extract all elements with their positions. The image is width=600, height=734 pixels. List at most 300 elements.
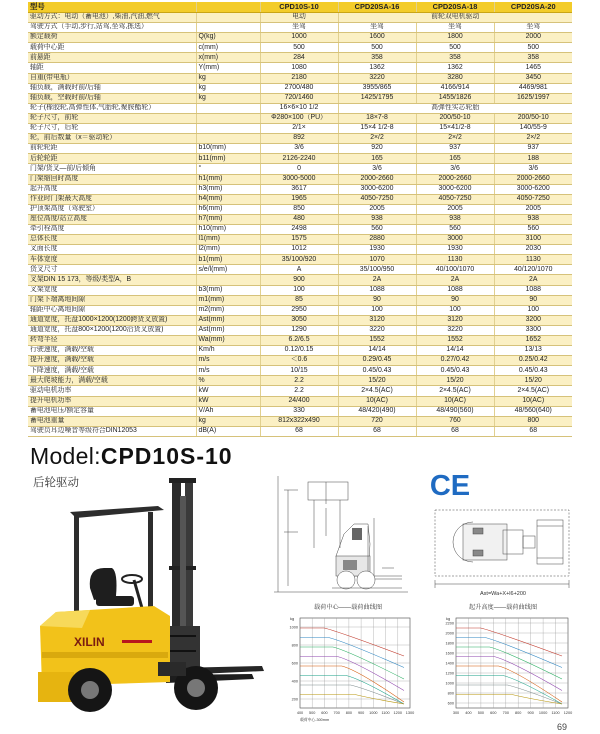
spec-value: 4469/981	[494, 83, 572, 93]
spec-value: 1552	[338, 336, 416, 346]
spec-row	[28, 376, 572, 386]
spec-value: 938	[494, 214, 572, 224]
spec-row	[28, 426, 572, 436]
spec-value: 1088	[494, 285, 572, 295]
spec-value: 4166/914	[416, 83, 494, 93]
spec-value: 2030	[494, 245, 572, 255]
spec-value: 1080	[260, 63, 338, 73]
spec-row	[28, 224, 572, 234]
spec-value: 18×7-8	[338, 113, 416, 123]
spec-value: 68	[494, 426, 572, 436]
spec-unit: x(mm)	[196, 53, 260, 63]
spec-header-cell: CPD20SA-20	[494, 2, 572, 13]
spec-header-cell: 型号	[28, 2, 196, 13]
spec-label: 驱动方式：电动（蓄电池）,柴油,汽油,燃气	[28, 13, 196, 23]
spec-label: 轴距中心离地间隙	[28, 305, 196, 315]
spec-unit	[196, 113, 260, 123]
spec-value: 0.45/0.43	[416, 366, 494, 376]
spec-value: 2×4.5(AC)	[416, 386, 494, 396]
spec-value: 14/14	[416, 346, 494, 356]
spec-table-body	[28, 2, 572, 436]
spec-value: 330	[260, 406, 338, 416]
spec-value: 3000-6200	[494, 184, 572, 194]
spec-value: 560	[338, 224, 416, 234]
spec-value: 500	[416, 43, 494, 53]
spec-label: 驾驶员耳边噪音等级符合DIN12053	[28, 426, 196, 436]
spec-value: 3300	[494, 325, 572, 335]
spec-value: 2000-2660	[338, 174, 416, 184]
spec-label: 额定载荷	[28, 33, 196, 43]
chart-x-tick-label: 400	[296, 711, 304, 715]
spec-header-cell: CPD20SA-18	[416, 2, 494, 13]
spec-value: 0.45/0.43	[494, 366, 572, 376]
model-subtitle: 后轮驱动	[33, 477, 79, 489]
spec-label: 轴负载，满载时前/后轴	[28, 83, 196, 93]
spec-label: 驱动电机功率	[28, 386, 196, 396]
spec-unit: kW	[196, 386, 260, 396]
spec-value: 100	[260, 285, 338, 295]
chart-x-tick-label: 500	[309, 711, 316, 715]
spec-value: 0.45/0.43	[338, 366, 416, 376]
spec-value: 35/100/920	[260, 255, 338, 265]
spec-row	[28, 416, 572, 426]
spec-unit: Km/h	[196, 346, 260, 356]
chart-x-tick-label: 300	[452, 711, 460, 715]
spec-unit	[196, 134, 260, 144]
spec-unit: °	[196, 164, 260, 174]
chart-y-tick-label: 1200	[445, 671, 454, 676]
spec-unit	[196, 124, 260, 134]
spec-value: 10/15	[260, 366, 338, 376]
spec-value: 3000-6200	[338, 184, 416, 194]
ce-mark-text: CE	[429, 470, 471, 500]
spec-value: 16×6×10 1/2	[260, 103, 338, 113]
spec-value: 1625/1997	[494, 93, 572, 103]
spec-value: 3220	[338, 325, 416, 335]
top-view-caption: Ast=Wa+X+l6+200	[480, 591, 526, 597]
spec-value: 3617	[260, 184, 338, 194]
spec-value: 2.2	[260, 386, 338, 396]
chart-y-tick-label: 2200	[445, 621, 454, 626]
spec-row	[28, 204, 572, 214]
spec-unit: kg	[196, 73, 260, 83]
spec-value: 48/490(560)	[416, 406, 494, 416]
model-name: CPD10S-10	[100, 443, 233, 469]
spec-row	[28, 154, 572, 164]
spec-label: 轮子(橡胶轮,高弹性体,气胎轮,聚胺酯轮）	[28, 103, 196, 113]
spec-row	[28, 305, 572, 315]
spec-label: 座位高度/站立高度	[28, 214, 196, 224]
spec-label: 作业时门架最大高度	[28, 194, 196, 204]
spec-value: 10(AC)	[338, 396, 416, 406]
spec-value: 1088	[338, 285, 416, 295]
brand-logo-text: XILIN	[74, 635, 105, 649]
spec-value: 3/6	[416, 164, 494, 174]
chart-x-tick-label: 400	[465, 711, 472, 715]
spec-label: 蓄电池电压/额定容量	[28, 406, 196, 416]
spec-value: 188	[494, 154, 572, 164]
spec-label: 蓄电池重量	[28, 416, 196, 426]
spec-value: 2700/480	[260, 83, 338, 93]
spec-value: 68	[416, 426, 494, 436]
spec-value: 1088	[416, 285, 494, 295]
chart-y-tick-label: 1400	[445, 661, 454, 666]
chart-y-tick-label: 1000	[445, 681, 454, 686]
spec-value: 14/14	[338, 346, 416, 356]
spec-row	[28, 103, 572, 113]
spec-value: 720/1460	[260, 93, 338, 103]
spec-value: 4050-7250	[494, 194, 572, 204]
spec-value: 2498	[260, 224, 338, 234]
spec-value: 0.29/0.45	[338, 356, 416, 366]
spec-row	[28, 255, 572, 265]
spec-value: 2×/2	[494, 134, 572, 144]
load-center-chart-title: 载荷中心——载荷曲线图	[313, 604, 383, 611]
chart-x-tick-label: 1300	[405, 711, 415, 715]
spec-row	[28, 386, 572, 396]
spec-row	[28, 235, 572, 245]
chart-x-tick-label: 800	[345, 711, 353, 715]
spec-unit: h7(mm)	[196, 214, 260, 224]
spec-unit: l2(mm)	[196, 245, 260, 255]
spec-row	[28, 275, 572, 285]
spec-row	[28, 53, 572, 63]
spec-value: 3/6	[260, 144, 338, 154]
model-prefix: Model:	[30, 443, 101, 469]
chart-x-tick-label: 700	[502, 711, 509, 715]
spec-row	[28, 113, 572, 123]
spec-unit: %	[196, 376, 260, 386]
spec-value: 2A	[494, 275, 572, 285]
spec-value: 2000-2660	[416, 174, 494, 184]
spec-row	[28, 325, 572, 335]
spec-value: 2126-2240	[260, 154, 338, 164]
spec-value: 140/55-9	[494, 124, 572, 134]
spec-value: 3280	[416, 73, 494, 83]
forklift-illustration	[30, 476, 266, 722]
spec-value: 900	[260, 275, 338, 285]
spec-label: 提升电机功率	[28, 396, 196, 406]
spec-unit	[196, 13, 260, 23]
spec-value: 电动	[260, 13, 338, 23]
spec-unit: h10(mm)	[196, 224, 260, 234]
chart-y-tick-label: 800	[291, 643, 298, 648]
spec-value: 2A	[416, 275, 494, 285]
spec-value: 坐驾	[260, 23, 338, 33]
spec-value: 1130	[494, 255, 572, 265]
spec-value: ＜0.6	[260, 356, 338, 366]
spec-value: 2×/2	[416, 134, 494, 144]
spec-value: 68	[260, 426, 338, 436]
load-center-chart-plot	[278, 612, 418, 728]
spec-label: 通道宽度，托盘1000×1200(1200跨货叉放置)	[28, 315, 196, 325]
spec-label: 前悬距	[28, 53, 196, 63]
spec-value: 10(AC)	[416, 396, 494, 406]
spec-value: 1930	[416, 245, 494, 255]
chart-x-tick-label: 600	[490, 711, 497, 715]
chart-y-tick-label: 600	[447, 701, 454, 706]
spec-label: 起升高度	[28, 184, 196, 194]
spec-value: 2×/2	[338, 134, 416, 144]
spec-value: 760	[416, 416, 494, 426]
spec-value: 892	[260, 134, 338, 144]
spec-value: 358	[338, 53, 416, 63]
spec-unit	[196, 23, 260, 33]
spec-unit: h4(mm)	[196, 194, 260, 204]
lift-height-chart	[432, 602, 574, 728]
spec-unit: Q(kg)	[196, 33, 260, 43]
spec-value: 920	[338, 144, 416, 154]
spec-label: 提升速度，满载/空载	[28, 356, 196, 366]
spec-unit: dB(A)	[196, 426, 260, 436]
spec-value: 2005	[494, 204, 572, 214]
spec-row	[28, 406, 572, 416]
spec-row	[28, 43, 572, 53]
spec-unit: kg	[196, 416, 260, 426]
spec-unit: h3(mm)	[196, 184, 260, 194]
spec-value: 坐驾	[416, 23, 494, 33]
chart-x-tick-label: 700	[333, 711, 340, 715]
spec-row	[28, 83, 572, 93]
spec-value: 284	[260, 53, 338, 63]
spec-label: 后轮轮距	[28, 154, 196, 164]
chart-x-tick-label: 1100	[551, 711, 560, 715]
spec-value: 90	[416, 295, 494, 305]
spec-unit: l1(mm)	[196, 235, 260, 245]
chart-x-tick-label: 900	[527, 711, 534, 715]
spec-label: 下降速度，满载/空载	[28, 366, 196, 376]
spec-value: 1600	[338, 33, 416, 43]
spec-unit: Ast(mm)	[196, 325, 260, 335]
chart-x-tick-label: 500	[477, 711, 485, 715]
spec-value: 13/13	[494, 346, 572, 356]
chart-y-tick-label: 400	[291, 679, 298, 684]
spec-value: 0.25/0.42	[494, 356, 572, 366]
spec-value: 3/6	[494, 164, 572, 174]
spec-value: 812x322x490	[260, 416, 338, 426]
chart-y-unit: kg	[290, 616, 295, 621]
spec-value: 165	[416, 154, 494, 164]
spec-unit	[196, 275, 260, 285]
spec-label: 轴负载，空载时前/后轴	[28, 93, 196, 103]
spec-value: 3000	[416, 235, 494, 245]
spec-header-cell: CPD10S-10	[260, 2, 338, 13]
spec-value: 500	[338, 43, 416, 53]
spec-label: 最大爬坡能力，满载/空载	[28, 376, 196, 386]
chart-x-tick-label: 1000	[538, 711, 548, 715]
spec-value: 165	[338, 154, 416, 164]
spec-value: 48/420(490)	[338, 406, 416, 416]
spec-label: 门架缩回时高度	[28, 174, 196, 184]
spec-value: 0	[260, 164, 338, 174]
spec-unit: h6(mm)	[196, 204, 260, 214]
chart-x-tick-label: 1200	[393, 711, 403, 715]
spec-value: 90	[338, 295, 416, 305]
spec-row	[28, 346, 572, 356]
spec-value: 15/20	[338, 376, 416, 386]
spec-value: 2005	[338, 204, 416, 214]
spec-value: 200/50-10	[416, 113, 494, 123]
spec-value: 4050-7250	[338, 194, 416, 204]
spec-label: 轮子尺寸，后轮	[28, 124, 196, 134]
spec-value: 40/100/1070	[416, 265, 494, 275]
spec-value: 1290	[260, 325, 338, 335]
spec-value: 800	[494, 416, 572, 426]
spec-value: 938	[338, 214, 416, 224]
spec-value: 1552	[416, 336, 494, 346]
spec-row	[28, 124, 572, 134]
chart-y-tick-label: 800	[447, 691, 454, 696]
spec-value: 48/560(640)	[494, 406, 572, 416]
spec-value: 480	[260, 214, 338, 224]
spec-unit: b10(mm)	[196, 144, 260, 154]
spec-label: 驾驶方式（手动,步行,站驾,坐驾,拣选）	[28, 23, 196, 33]
spec-value: 3220	[416, 325, 494, 335]
spec-value: 1362	[416, 63, 494, 73]
spec-value: 3120	[416, 315, 494, 325]
spec-row	[28, 93, 572, 103]
spec-row	[28, 315, 572, 325]
spec-value: 937	[416, 144, 494, 154]
spec-value: 1465	[494, 63, 572, 73]
chart-y-tick-label: 200	[291, 697, 298, 702]
spec-value: 3100	[494, 235, 572, 245]
spec-value: 1000	[260, 33, 338, 43]
chart-y-unit: kg	[446, 616, 451, 621]
spec-value: 100	[338, 305, 416, 315]
chart-x-tick-label: 1200	[563, 711, 573, 715]
spec-value: 40/120/1070	[494, 265, 572, 275]
lift-height-chart-title: 起升高度——载荷曲线图	[468, 604, 538, 611]
spec-unit: kW	[196, 396, 260, 406]
spec-label: 门架/货叉—前/后倾角	[28, 164, 196, 174]
spec-value: 15×4 1/2-8	[338, 124, 416, 134]
top-view-drawing	[433, 502, 573, 598]
spec-value: 2000-2660	[494, 174, 572, 184]
chart-x-tick-label: 800	[515, 711, 522, 715]
chart-y-tick-label: 1600	[445, 651, 454, 656]
spec-value: 3000-6200	[416, 184, 494, 194]
spec-label: 转弯半径	[28, 336, 196, 346]
spec-row	[28, 33, 572, 43]
spec-header-cell	[196, 2, 260, 13]
spec-value: 90	[494, 295, 572, 305]
spec-row	[28, 295, 572, 305]
spec-label: 牵引栓高度	[28, 224, 196, 234]
model-title	[30, 443, 233, 470]
spec-label: 护顶架高度（驾驶室）	[28, 204, 196, 214]
ce-mark-icon	[428, 470, 472, 500]
spec-label: 轮，前后数量（x＝驱动轮）	[28, 134, 196, 144]
spec-label: 轮子尺寸，前轮	[28, 113, 196, 123]
spec-value: 1012	[260, 245, 338, 255]
chart-x-tick-label: 1100	[381, 711, 390, 715]
spec-unit: c(mm)	[196, 43, 260, 53]
spec-unit: s/e/l(mm)	[196, 265, 260, 275]
spec-value: 前轮双电机驱动	[338, 13, 572, 23]
spec-unit	[196, 103, 260, 113]
spec-row	[28, 23, 572, 33]
spec-header-row	[28, 2, 572, 13]
chart-x-tick-label: 900	[357, 711, 365, 715]
spec-value: 24/400	[260, 396, 338, 406]
spec-value: 3220	[338, 73, 416, 83]
spec-value: 100	[494, 305, 572, 315]
spec-value: 2×4.5(AC)	[494, 386, 572, 396]
spec-header-cell: CPD20SA-16	[338, 2, 416, 13]
spec-unit: b3(mm)	[196, 285, 260, 295]
spec-row	[28, 366, 572, 376]
spec-value: 3050	[260, 315, 338, 325]
page-number: 69	[557, 722, 568, 732]
spec-value: 3000-5000	[260, 174, 338, 184]
spec-unit: h1(mm)	[196, 174, 260, 184]
spec-label: 自重(带电瓶）	[28, 73, 196, 83]
spec-value: 2000	[494, 33, 572, 43]
spec-row	[28, 336, 572, 346]
spec-unit: Wa(mm)	[196, 336, 260, 346]
spec-value: 85	[260, 295, 338, 305]
spec-value: 3200	[494, 315, 572, 325]
spec-unit: kg	[196, 93, 260, 103]
spec-value: 3/6	[338, 164, 416, 174]
spec-label: 货叉尺寸	[28, 265, 196, 275]
spec-value: 1652	[494, 336, 572, 346]
spec-value: 938	[416, 214, 494, 224]
spec-value: 35/100/950	[338, 265, 416, 275]
spec-value: 200/50-10	[494, 113, 572, 123]
spec-value: 3955/865	[338, 83, 416, 93]
spec-value: 1425/1795	[338, 93, 416, 103]
spec-unit: m/s	[196, 356, 260, 366]
chart-y-tick-label: 2000	[445, 631, 454, 636]
spec-table	[28, 2, 572, 437]
spec-value: 1930	[338, 245, 416, 255]
spec-row	[28, 144, 572, 154]
spec-value: 3120	[338, 315, 416, 325]
chart-y-tick-label: 1000	[289, 625, 298, 630]
spec-row	[28, 285, 572, 295]
spec-label: 叉架DIN 15 173，等级/类型A，B	[28, 275, 196, 285]
spec-value: 1455/1826	[416, 93, 494, 103]
spec-row	[28, 356, 572, 366]
load-center-chart	[278, 602, 418, 728]
spec-value: 0.27/0.42	[416, 356, 494, 366]
spec-value: 560	[416, 224, 494, 234]
spec-value: 3450	[494, 73, 572, 83]
spec-label: 叉面长度	[28, 245, 196, 255]
chart-x-caption: 载荷中心-300mm	[300, 718, 330, 722]
lift-height-chart-plot	[432, 612, 574, 728]
spec-row	[28, 63, 572, 73]
spec-unit: b11(mm)	[196, 154, 260, 164]
spec-value: 68	[338, 426, 416, 436]
spec-value: 2005	[416, 204, 494, 214]
spec-value: 358	[494, 53, 572, 63]
spec-value: 2/1×	[260, 124, 338, 134]
spec-value: 6.2/6.5	[260, 336, 338, 346]
spec-label: 前轮轮距	[28, 144, 196, 154]
chart-x-tick-label: 600	[321, 711, 328, 715]
spec-value: 560	[494, 224, 572, 234]
spec-row	[28, 184, 572, 194]
spec-value: 15/20	[416, 376, 494, 386]
spec-value: 2950	[260, 305, 338, 315]
spec-unit: m2(mm)	[196, 305, 260, 315]
spec-value: 500	[494, 43, 572, 53]
spec-value: 15×41/2-8	[416, 124, 494, 134]
spec-unit: b1(mm)	[196, 255, 260, 265]
